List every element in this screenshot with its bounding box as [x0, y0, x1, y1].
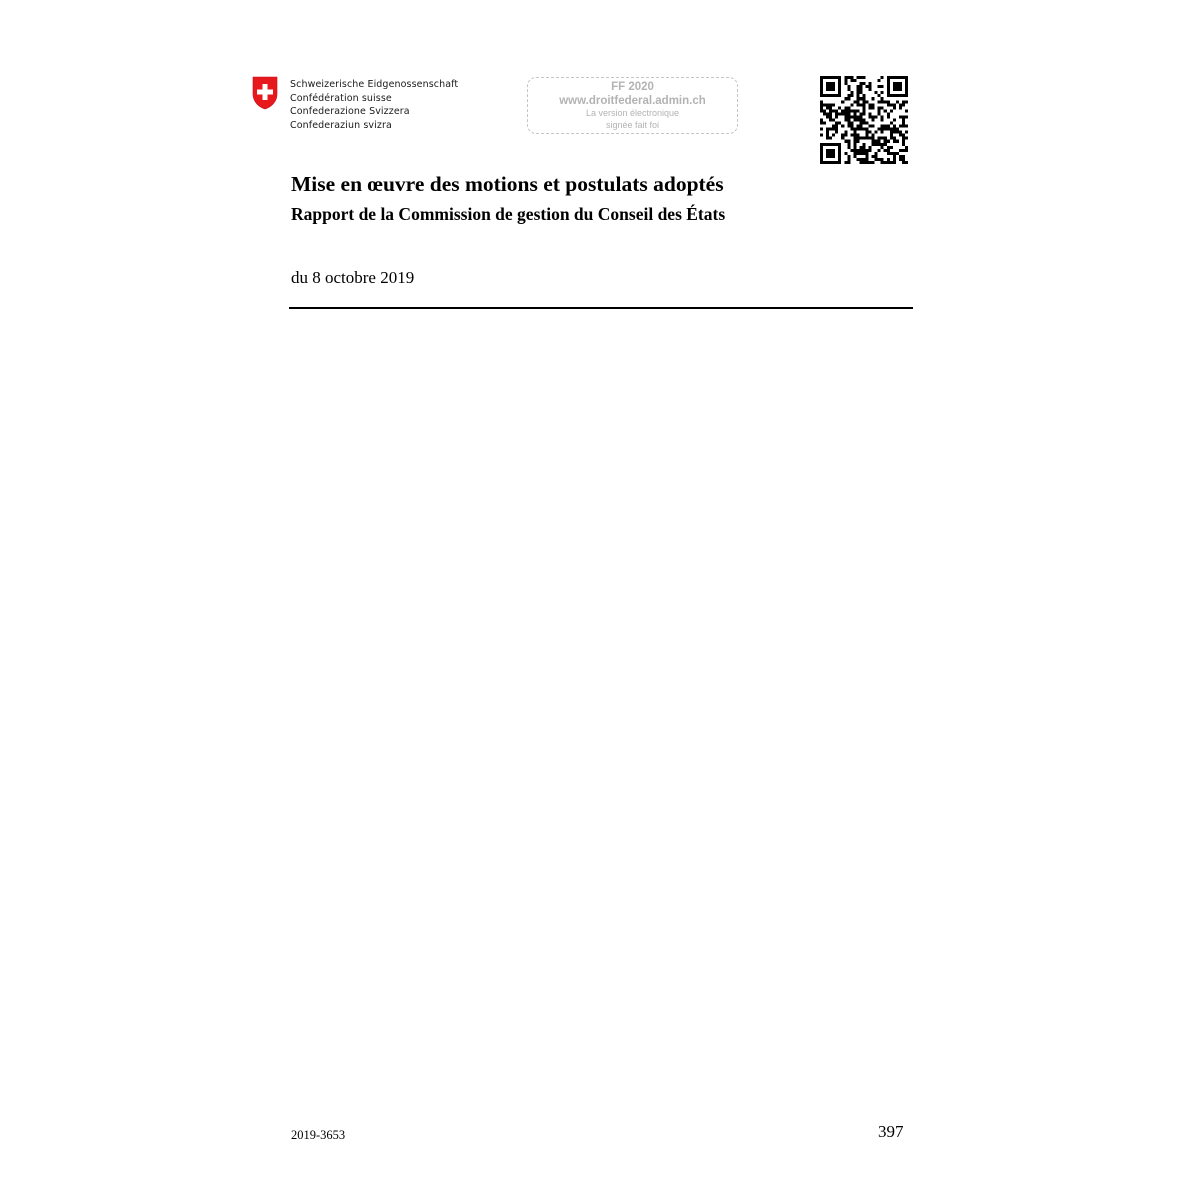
stamp-reference: FF 2020 — [611, 81, 654, 93]
document-title: Mise en œuvre des motions et postulats adoptés — [291, 172, 724, 196]
confederation-name-rm: Confederaziun svizra — [290, 119, 392, 131]
document-number: 2019-3653 — [291, 1128, 346, 1142]
page-number: 397 — [878, 1122, 904, 1141]
stamp-note-line2: signée fait foi — [605, 119, 660, 130]
document-date: du 8 octobre 2019 — [291, 268, 415, 287]
confederation-name-it: Confederazione Svizzera — [290, 106, 410, 118]
document-subtitle: Rapport de la Commission de gestion du Conseil des États — [291, 204, 726, 224]
qr-code-icon — [820, 76, 908, 164]
confederation-name-fr: Confédération suisse — [290, 92, 392, 104]
confederation-name-de: Schweizerische Eidgenossenschaft — [290, 79, 459, 90]
confederation-names — [290, 78, 458, 132]
swiss-cross-shield-icon — [252, 76, 278, 110]
federal-gazette-stamp — [527, 77, 738, 134]
title-divider — [289, 307, 913, 309]
stamp-url: www.droitfederal.admin.ch — [559, 95, 706, 107]
stamp-note-line1: La version électronique — [585, 108, 680, 118]
